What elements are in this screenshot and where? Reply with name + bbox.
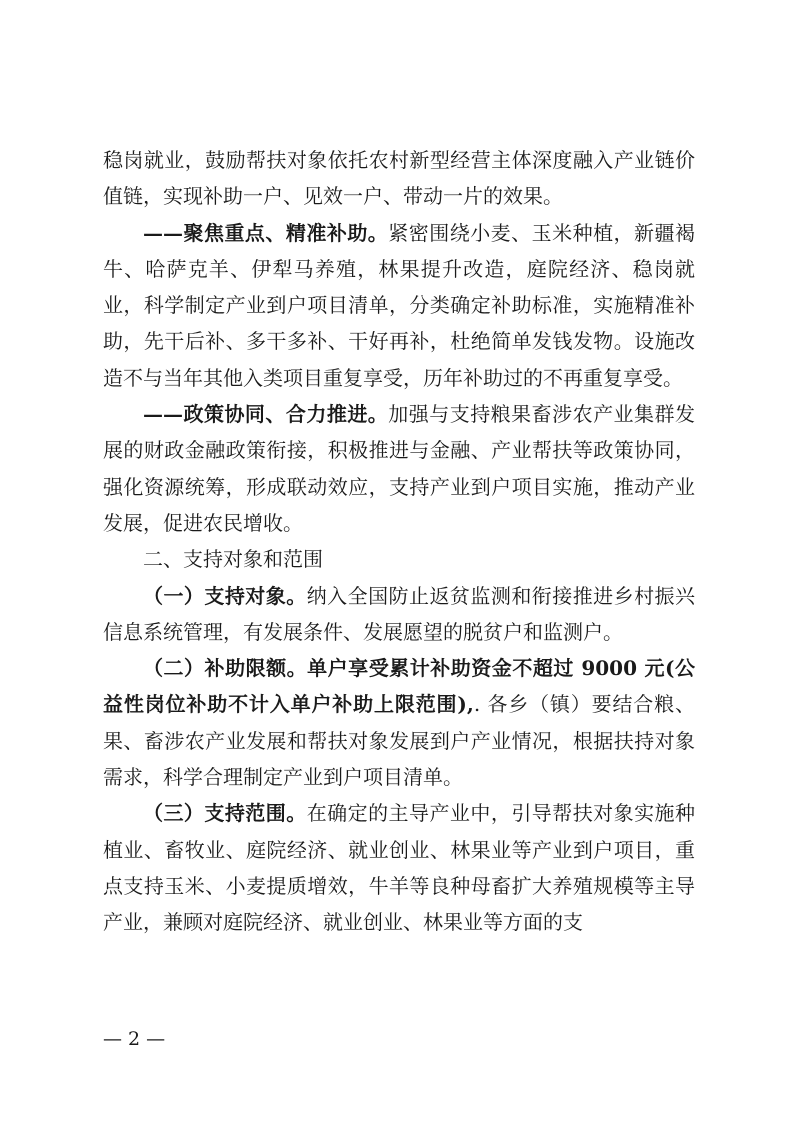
page-number: — 2 — — [103, 1028, 166, 1050]
item-text: 在确定的主导产业中，引导帮扶对象实施种植业、畜牧业、庭院经济、就业创业、林果业等产业到户项目，重点支持玉米、小麦提质增效，牛羊等良种母畜扩大养殖规模等主导产业，兼顾对庭院经济、就业创业、林果业等方面的支 — [103, 801, 696, 935]
paragraph-text: 稳岗就业，鼓励帮扶对象依托农村新型经营主体深度融入产业链价值链，实现补助一户、见效一户、带动一片的效果。 — [103, 148, 695, 209]
item-support-scope — [103, 795, 695, 940]
item-heading: （三）支持范围。 — [143, 801, 307, 826]
item-heading: （二）补助限额。 — [143, 656, 308, 681]
item-support-target — [103, 578, 695, 651]
paragraph-continuation — [103, 142, 695, 215]
item-heading: （一）支持对象。 — [143, 583, 307, 608]
paragraph-focus-key-points — [103, 215, 695, 396]
item-bold-text: 单户享受累计补助资金不超过 9000 元(公益性岗位补助不计入单户补助上限范围), — [103, 656, 695, 717]
section-title: 二、支持对象和范围 — [143, 547, 323, 572]
paragraph-text: 紧密围绕小麦、玉米种植，新疆褐牛、哈萨克羊、伊犁马养殖，林果提升改造，庭院经济、稳岗就业，科学制定产业到户项目清单，分类确定补助标准，实施精准补助，先干后补、多干多补、干好再补，杜绝简单发钱发物。设施改造不与当年其他入类项目重复享受，历年补助过的不再重复享受。 — [103, 220, 696, 390]
paragraph-heading: ——聚焦重点、精准补助。 — [143, 220, 389, 245]
paragraph-policy-coordination — [103, 396, 695, 541]
item-text: 纳入全国防止返贫监测和衔接推进乡村振兴信息系统管理，有发展条件、发展愿望的脱贫户和监测户。 — [103, 583, 696, 644]
item-text: . 各乡（镇）要结合粮、果、畜涉农产业发展和帮扶对象发展到户产业情况，根据扶持对象需求，科学合理制定产业到户项目清单。 — [103, 692, 695, 790]
section-heading — [103, 541, 695, 577]
paragraph-heading: ——政策协同、合力推进。 — [143, 402, 389, 427]
paragraph-text: 加强与支持粮果畜涉农产业集群发展的财政金融政策衔接，积极推进与金融、产业帮扶等政策协同，强化资源统筹，形成联动效应，支持产业到户项目实施，推动产业发展，促进农民增收。 — [103, 402, 696, 535]
item-subsidy-limit — [103, 650, 695, 795]
document-body — [103, 142, 695, 941]
